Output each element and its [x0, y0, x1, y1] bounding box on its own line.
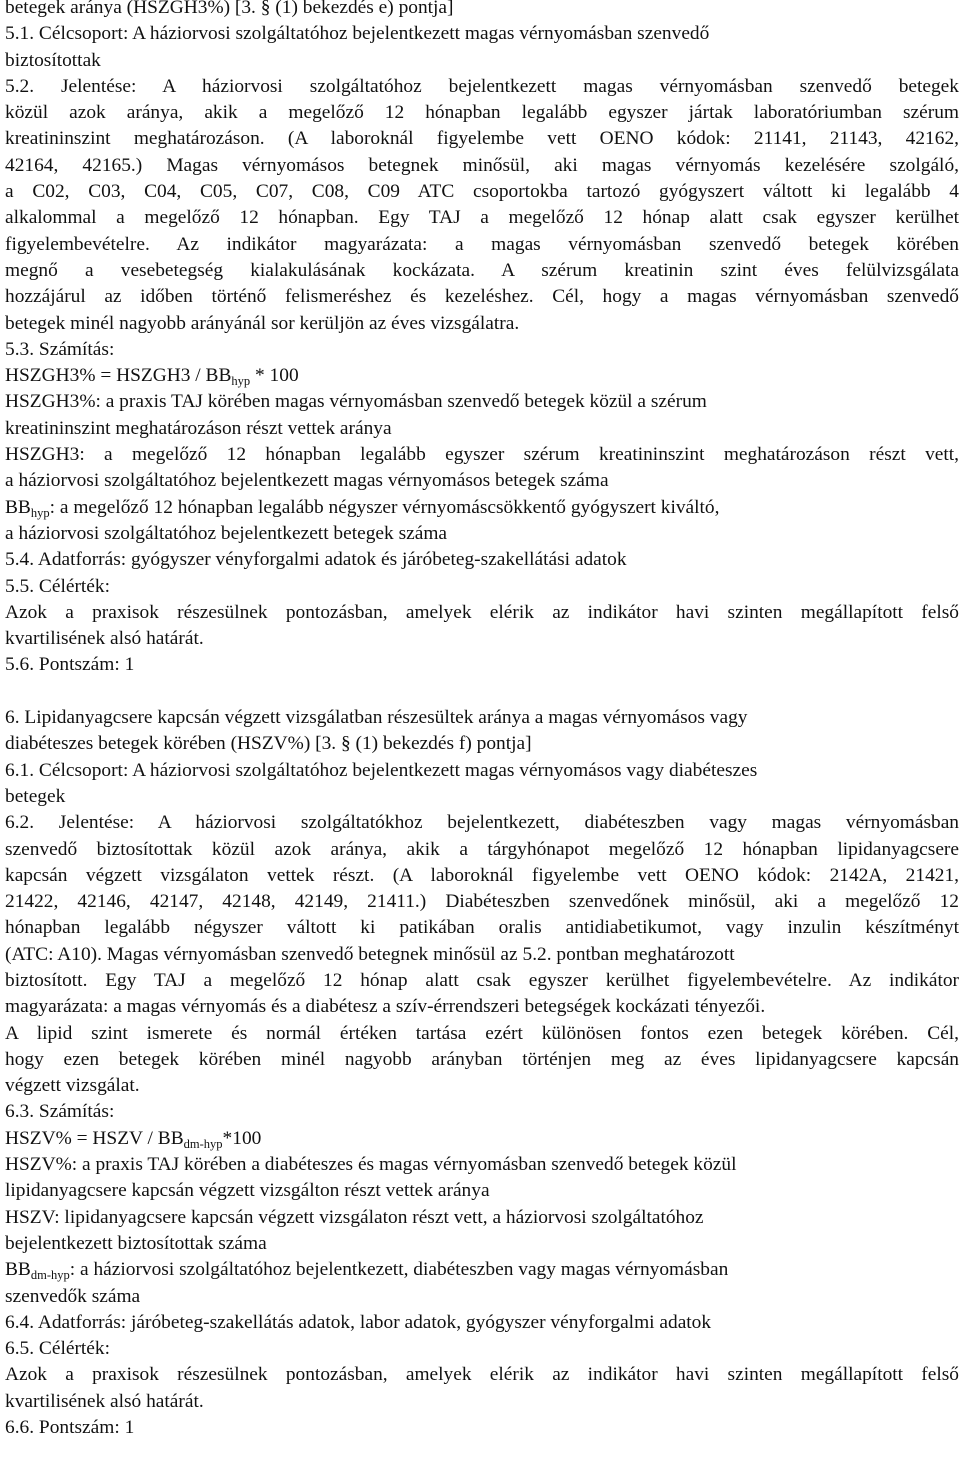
line-text: A lipid szint ismerete és normál értéken tartása ezért különösen fontos ezen betegek körében. Cél,: [5, 1022, 959, 1044]
text-line: [5, 284, 959, 310]
line-text: HSZV% = HSZV / BB: [5, 1127, 184, 1149]
text-line: [5, 1047, 959, 1073]
line-text: kreatininszint meghatározáson. (A laboroknál figyelembe vett OENO kódok: 21141, 21143, 42162,: [5, 128, 959, 150]
text-line: [5, 258, 959, 284]
line-text: végzett vizsgálat.: [5, 1075, 140, 1097]
text-line: [5, 416, 959, 442]
text-line: [5, 626, 959, 652]
text-line: [5, 0, 959, 21]
text-line: [5, 21, 959, 47]
text-line: [5, 389, 959, 415]
text-line: [5, 1362, 959, 1388]
subscript: hyp: [231, 374, 251, 389]
text-line: [5, 547, 959, 573]
line-text-continued: : a megelőző 12 hónapban legalább négyszer vérnyomáscsökkentő gyógyszert kiváltó,: [49, 496, 720, 518]
text-line: [5, 495, 959, 521]
line-text: HSZGH3: a megelőző 12 hónapban legalább egyszer szérum kreatininszint meghatározáson részt vett,: [5, 444, 959, 466]
line-text: a C02, C03, C04, C05, C07, C08, C09 ATC csoportokba tartozó gyógyszert váltott ki legalább 4: [5, 181, 959, 203]
text-line: [5, 574, 959, 600]
text-line: [5, 942, 959, 968]
line-text: kvartilisének alsó határát.: [5, 1390, 204, 1412]
line-text: 6.1. Célcsoport: A háziorvosi szolgáltatóhoz bejelentkezett magas vérnyomásos vagy diabéteszes: [5, 759, 758, 781]
text-line: [5, 1099, 959, 1125]
text-line: [5, 1178, 959, 1204]
line-text: betegek aránya (HSZGH3%) [3. § (1) bekezdés e) pontja]: [5, 0, 454, 18]
line-text: BB: [5, 496, 31, 518]
text-line: [5, 1257, 959, 1283]
text-line: [5, 126, 959, 152]
text-line: [5, 468, 959, 494]
text-line: [5, 652, 959, 678]
line-text: 21422, 42146, 42147, 42148, 42149, 21411.) Diabéteszben szenvedőnek minősül, aki a megelőző 12: [5, 891, 959, 913]
line-text: kvartilisének alsó határát.: [5, 628, 204, 650]
line-text: 6.4. Adatforrás: járóbeteg-szakellátás adatok, labor adatok, gyógyszer vényforgalmi adatok: [5, 1311, 712, 1333]
text-line: [5, 1310, 959, 1336]
line-text: hozzájárul az időben történő felismeréshez és kezeléshez. Cél, hogy a magas vérnyomásban szenvedő: [5, 286, 959, 308]
line-text: 5.2. Jelentése: A háziorvosi szolgáltatóhoz bejelentkezett magas vérnyomásban szenvedő betegek: [5, 75, 959, 97]
line-text: szenvedők száma: [5, 1285, 141, 1307]
line-text: magyarázata: a magas vérnyomás és a diabétesz a szív-érrendszeri betegségek kockázati tényezői.: [5, 996, 766, 1018]
line-text: megnő a vesebetegség kialakulásának kockázata. A szérum kreatinin szint éves felülvizsgálata: [5, 259, 959, 281]
line-text: HSZGH3% = HSZGH3 / BB: [5, 365, 232, 387]
text-line: [5, 205, 959, 231]
line-text: bejelentkezett biztosítottak száma: [5, 1232, 267, 1254]
line-text-continued: *100: [222, 1127, 262, 1149]
text-line: [5, 232, 959, 258]
text-line: [5, 153, 959, 179]
line-text: betegek minél nagyobb arányánál sor kerüljön az éves vizsgálatra.: [5, 312, 520, 334]
blank-line: [5, 679, 959, 705]
line-text-continued: : a háziorvosi szolgáltatóhoz bejelentkezett, diabéteszben vagy magas vérnyomásban: [69, 1259, 729, 1281]
text-line: [5, 337, 959, 363]
text-line: [5, 863, 959, 889]
line-text: szenvedő biztosítottak közül azok aránya, akik a tárgyhónapot megelőző 12 hónapban lipidanyagcsere: [5, 838, 959, 860]
text-line: [5, 758, 959, 784]
line-text: 6.5. Célérték:: [5, 1338, 111, 1360]
text-line: [5, 1021, 959, 1047]
text-line: [5, 48, 959, 74]
text-line: [5, 179, 959, 205]
line-text: (ATC: A10). Magas vérnyomásban szenvedő betegnek minősül az 5.2. pontban meghatározott: [5, 943, 735, 965]
line-text: 6. Lipidanyagcsere kapcsán végzett vizsgálatban részesültek aránya a magas vérnyomásos vagy: [5, 707, 748, 729]
line-text: biztosított. Egy TAJ a megelőző 12 hónap alatt csak egyszer kerülhet figyelembevételre. Az indikátor: [5, 969, 959, 991]
text-line: [5, 968, 959, 994]
text-line: [5, 837, 959, 863]
line-text: hónapban legalább négyszer váltott ki patikában oralis antidiabetikumot, vagy inzulin készítményt: [5, 917, 959, 939]
subscript: dm-hyp: [183, 1136, 223, 1151]
line-text: BB: [5, 1259, 31, 1281]
text-line: [5, 889, 959, 915]
line-text: a háziorvosi szolgáltatóhoz bejelentkezett betegek száma: [5, 522, 448, 544]
line-text: Azok a praxisok részesülnek pontozásban, amelyek elérik az indikátor havi szinten megállapított felső: [5, 601, 959, 623]
text-line: [5, 731, 959, 757]
line-text: HSZV: lipidanyagcsere kapcsán végzett vizsgálaton részt vett, a háziorvosi szolgáltatóhoz: [5, 1206, 704, 1228]
text-line: [5, 784, 959, 810]
text-line: [5, 1336, 959, 1362]
text-line: [5, 600, 959, 626]
line-text: hogy ezen betegek körében minél nagyobb arányban történjen meg az éves lipidanyagcsere kapcsán: [5, 1048, 959, 1070]
line-text: HSZV%: a praxis TAJ körében a diabéteszes és magas vérnyomásban szenvedő betegek közül: [5, 1154, 737, 1176]
text-line: [5, 74, 959, 100]
line-text: HSZGH3%: a praxis TAJ körében magas vérnyomásban szenvedő betegek közül a szérum: [5, 391, 707, 413]
line-text: biztosítottak: [5, 49, 101, 71]
text-line: [5, 994, 959, 1020]
text-line: [5, 1284, 959, 1310]
text-line: [5, 1415, 959, 1441]
document-page: [5, 0, 959, 1441]
line-text: figyelembevételre. Az indikátor magyarázata: a magas vérnyomásban szenvedő betegek körében: [5, 233, 959, 255]
line-text: diabéteszes betegek körében (HSZV%) [3. § (1) bekezdés f) pontja]: [5, 733, 532, 755]
text-line: [5, 1073, 959, 1099]
line-text: 5.6. Pontszám: 1: [5, 654, 135, 676]
line-text: 5.3. Számítás:: [5, 338, 115, 360]
line-text: 6.2. Jelentése: A háziorvosi szolgáltatókhoz bejelentkezett, diabéteszben vagy magas vérnyomásban: [5, 812, 959, 834]
line-text: betegek: [5, 785, 66, 807]
text-line: [5, 1152, 959, 1178]
line-text: közül azok aránya, akik a megelőző 12 hónapban legalább egyszer jártak laboratóriumban szérum: [5, 102, 959, 124]
line-text: Azok a praxisok részesülnek pontozásban, amelyek elérik az indikátor havi szinten megállapított felső: [5, 1364, 959, 1386]
line-text: 6.6. Pontszám: 1: [5, 1417, 135, 1439]
line-text: 5.5. Célérték:: [5, 575, 111, 597]
text-line: [5, 1126, 959, 1152]
line-text: a háziorvosi szolgáltatóhoz bejelentkezett magas vérnyomásos betegek száma: [5, 470, 609, 492]
text-line: [5, 705, 959, 731]
line-text: 5.1. Célcsoport: A háziorvosi szolgáltatóhoz bejelentkezett magas vérnyomásban szenvedő: [5, 23, 710, 45]
line-text: kreatininszint meghatározáson részt vettek aránya: [5, 417, 392, 439]
text-line: [5, 1205, 959, 1231]
text-line: [5, 442, 959, 468]
text-line: [5, 1389, 959, 1415]
line-text-continued: * 100: [250, 365, 299, 387]
line-text: lipidanyagcsere kapcsán végzett vizsgálton részt vettek aránya: [5, 1180, 490, 1202]
text-line: [5, 810, 959, 836]
line-text: 6.3. Számítás:: [5, 1101, 115, 1123]
text-line: [5, 915, 959, 941]
line-text: alkalommal a megelőző 12 hónapban. Egy TAJ a megelőző 12 hónap alatt csak egyszer kerülhet: [5, 207, 959, 229]
subscript: hyp: [30, 505, 50, 520]
line-text: 42164, 42165.) Magas vérnyomásos betegnek minősül, aki magas vérnyomás kezelésére szolgáló,: [5, 154, 959, 176]
subscript: dm-hyp: [30, 1268, 70, 1283]
text-line: [5, 1231, 959, 1257]
text-line: [5, 311, 959, 337]
line-text: kapcsán végzett vizsgálaton vettek részt. (A laboroknál figyelembe vett OENO kódok: 2142A, 21421,: [5, 864, 959, 886]
text-line: [5, 363, 959, 389]
line-text: 5.4. Adatforrás: gyógyszer vényforgalmi adatok és járóbeteg-szakellátási adatok: [5, 549, 627, 571]
text-line: [5, 100, 959, 126]
text-line: [5, 521, 959, 547]
